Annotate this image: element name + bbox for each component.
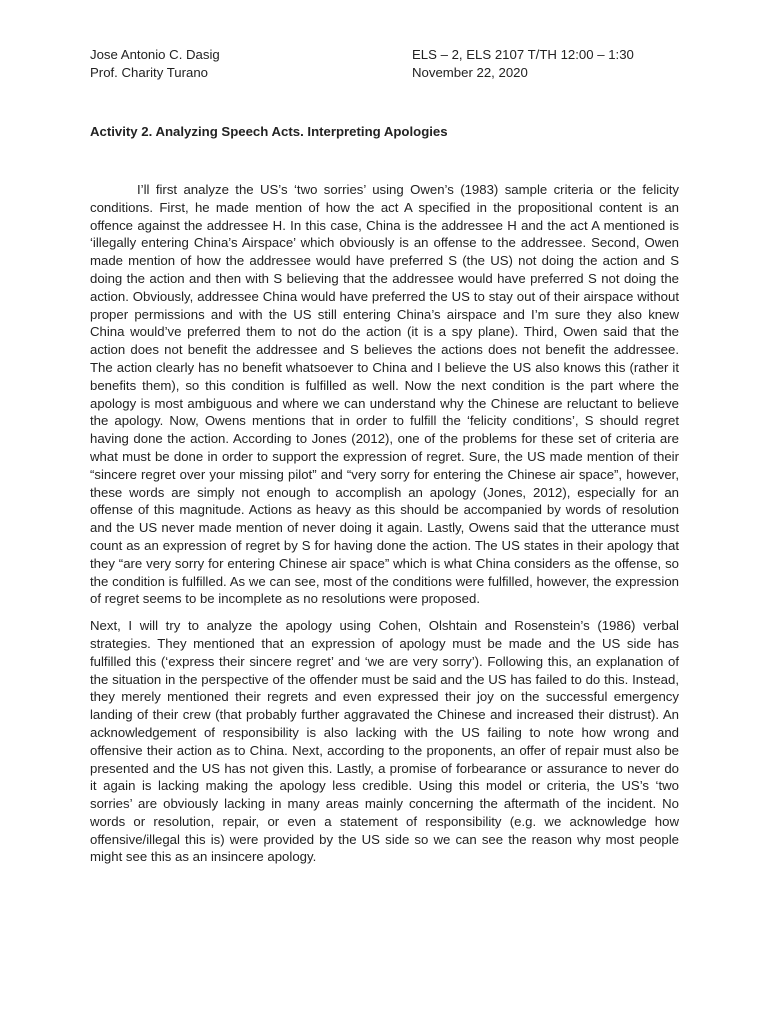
paragraph-1: I’ll first analyze the US’s ‘two sorries’ using Owen’s (1983) sample criteria or the felicity conditions. First, he made mention of how the act A specified in the propositional content is an offence against the addressee H. In this case, China is the addressee H and the act A mentioned is ‘illegally entering China’s Airspace’ which obviously is an offense to the addressee. Second, Owen made mention of how the addressee would have preferred S (the US) not doing the action and S doing the action and then with S believing that the addressee would have preferred S not doing the action. Obviously, addressee China would have preferred the US to stay out of their airspace without proper permissions and with the US still entering China’s airspace and I’m sure they also knew China would’ve preferred them to not do the action (it is a spy plane). Third, Owen said that the action does not benefit the addressee and S believes the actions does not benefit the addressee. The action clearly has no benefit whatsoever to China and I believe the US also knows this (rather it benefits them), so this condition is fulfilled as well. Now the next condition is the part where the apology is most ambiguous and where we can understand why the Chinese are reluctant to believe the apology. Now, Owens mentions that in order to fulfill the ‘felicity conditions’, S should regret having done the action. According to Jones (2012), one of the problems for these set of criteria are what must be done in order to support the expression of regret. Sure, the US made mention of their “sincere regret over your missing pilot” and “very sorry for entering the Chinese air space”, however, these words are simply not enough to accomplish an apology (Jones, 2012), especially for an offense of this magnitude. Actions as heavy as this should be accompanied by words of resolution and the US never made mention of never doing it again. Lastly, Owens said that the utterance must count as an expression of regret by S for having done the action. The US states in their apology that they “are very sorry for entering Chinese air space” which is what China considers as the offense, so the condition is fulfilled. As we can see, most of the conditions were fulfilled, however, the expression of regret seems to be incomplete as no resolutions were proposed. [90, 182, 679, 607]
document-body [90, 181, 679, 866]
author-name: Jose Antonio C. Dasig [90, 47, 220, 62]
document-header [90, 46, 680, 82]
header-row-1 [90, 46, 680, 64]
course-info: ELS – 2, ELS 2107 T/TH 12:00 – 1:30 [412, 47, 634, 62]
paragraph-2: Next, I will try to analyze the apology using Cohen, Olshtain and Rosenstein’s (1986) verbal strategies. They mentioned that an expression of apology must be made and the US side has fulfilled this (‘express their sincere regret’ and ‘we are very sorry’). Following this, an explanation of the situation in the perspective of the offender must be said and the US has failed to do this. Instead, they merely mentioned their regrets and even expressed their joy on the successful emergency landing of their crew (that probably further aggravated the Chinese and increased their distrust). An acknowledgement of responsibility is also lacking with the US failing to note how wrong and offensive their action as to China. Next, according to the proponents, an offer of repair must also be presented and the US has not given this. Lastly, a promise of forbearance or assurance to never do it again is lacking making the apology less credible. Using this model or criteria, the US’s ‘two sorries’ are obviously lacking in many areas mainly concerning the aftermath of the incident. No words or resolution, repair, or even a statement of responsibility (e.g. we acknowledge how offensive/illegal this is) were provided by the US side so we can see the reason why most people might see this as an insincere apology. [90, 618, 679, 865]
document-date: November 22, 2020 [412, 65, 528, 80]
header-row-2 [90, 64, 680, 82]
document-title: Activity 2. Analyzing Speech Acts. Interpreting Apologies [90, 124, 448, 139]
professor-name: Prof. Charity Turano [90, 65, 209, 80]
